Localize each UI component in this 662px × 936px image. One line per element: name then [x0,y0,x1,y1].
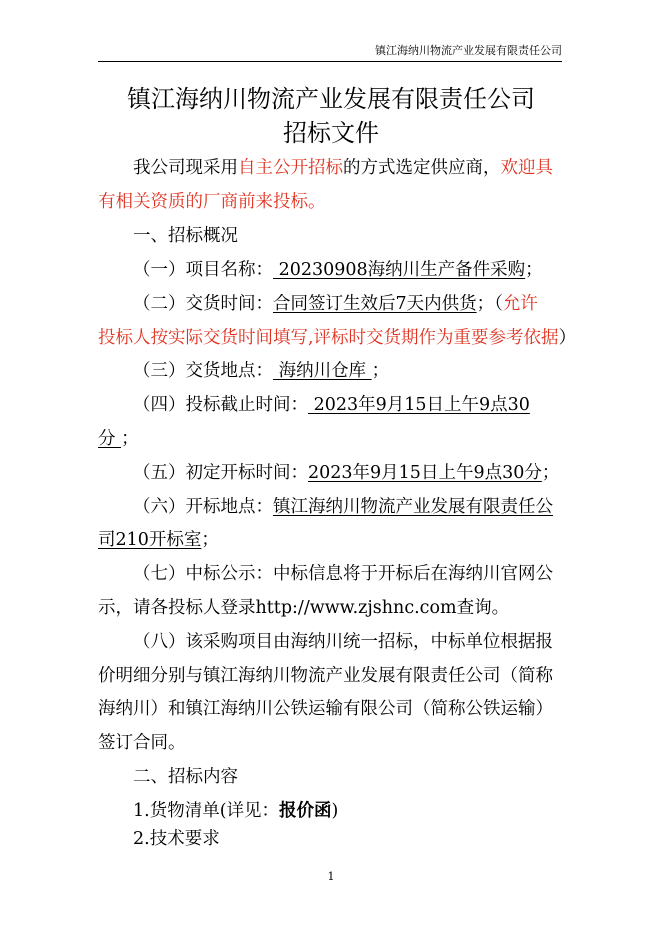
document-title: 招标文件 [283,119,379,147]
bid-deadline: （四）投标截止时间： 2023年9月15日上午9点30 [133,395,530,415]
contract-line-3: 海纳川）和镇江海纳川公铁运输有限公司（简称公铁运输） [98,699,553,719]
opening-time: （五）初定开标时间：2023年9月15日上午9点30分； [133,463,560,483]
opening-location: （六）开标地点：镇江海纳川物流产业发展有限责任公 [133,497,553,517]
document-title-company: 镇江海纳川物流产业发展有限责任公司 [127,85,535,113]
intro-line-1: 我公司现采用自主公开招标的方式选定供应商，欢迎具 [133,158,553,178]
section-heading-content: 二、招标内容 [133,767,238,787]
bid-deadline-value: 2023年9月15日上午9点30 [308,395,530,415]
quotation-letter-ref: 报价函 [279,801,332,821]
header-divider [98,61,562,62]
award-notice-line-2: 示，请各投标人登录http://www.zjshnc.com查询。 [98,598,510,618]
delivery-time: （二）交货时间：合同签订生效后7天内供货；（允许 [133,294,538,314]
contract-line-2: 价明细分别与镇江海纳川物流产业发展有限责任公司（简称 [98,666,553,686]
list-item-tech: 2.技术要求 [133,829,220,849]
running-header: 镇江海纳川物流产业发展有限责任公司 [375,44,562,57]
list-item-goods: 1.货物清单(详见：报价函) [133,801,339,821]
delivery-location: （三）交货地点： 海纳川仓库 ； [133,361,390,381]
award-notice-line-1: （七）中标公示：中标信息将于开标后在海纳川官网公 [133,564,553,584]
bid-deadline-cont: 分 ； [98,429,139,449]
project-name: （一）项目名称： 20230908海纳川生产备件采购； [133,260,543,280]
bidding-method: 自主公开招标 [238,158,343,178]
contract-line-1: （八）该采购项目由海纳川统一招标，中标单位根据报 [133,632,553,652]
delivery-location-value: 海纳川仓库 [273,361,372,381]
opening-location-cont: 司210开标室； [98,530,219,550]
delivery-time-value: 合同签订生效后7天内供货 [273,294,477,314]
opening-location-value: 镇江海纳川物流产业发展有限责任公 [273,497,553,517]
delivery-time-note: 投标人按实际交货时间填写,评标时交货期作为重要参考依据） [98,328,577,348]
contract-line-4: 签订合同。 [98,733,186,753]
intro-line-2: 有相关资质的厂商前来投标。 [98,192,326,212]
section-heading-overview: 一、招标概况 [133,226,238,246]
page-number: 1 [327,870,335,883]
opening-time-value: 2023年9月15日上午9点30分 [308,463,542,483]
project-name-value: 20230908海纳川生产备件采购 [273,260,526,280]
